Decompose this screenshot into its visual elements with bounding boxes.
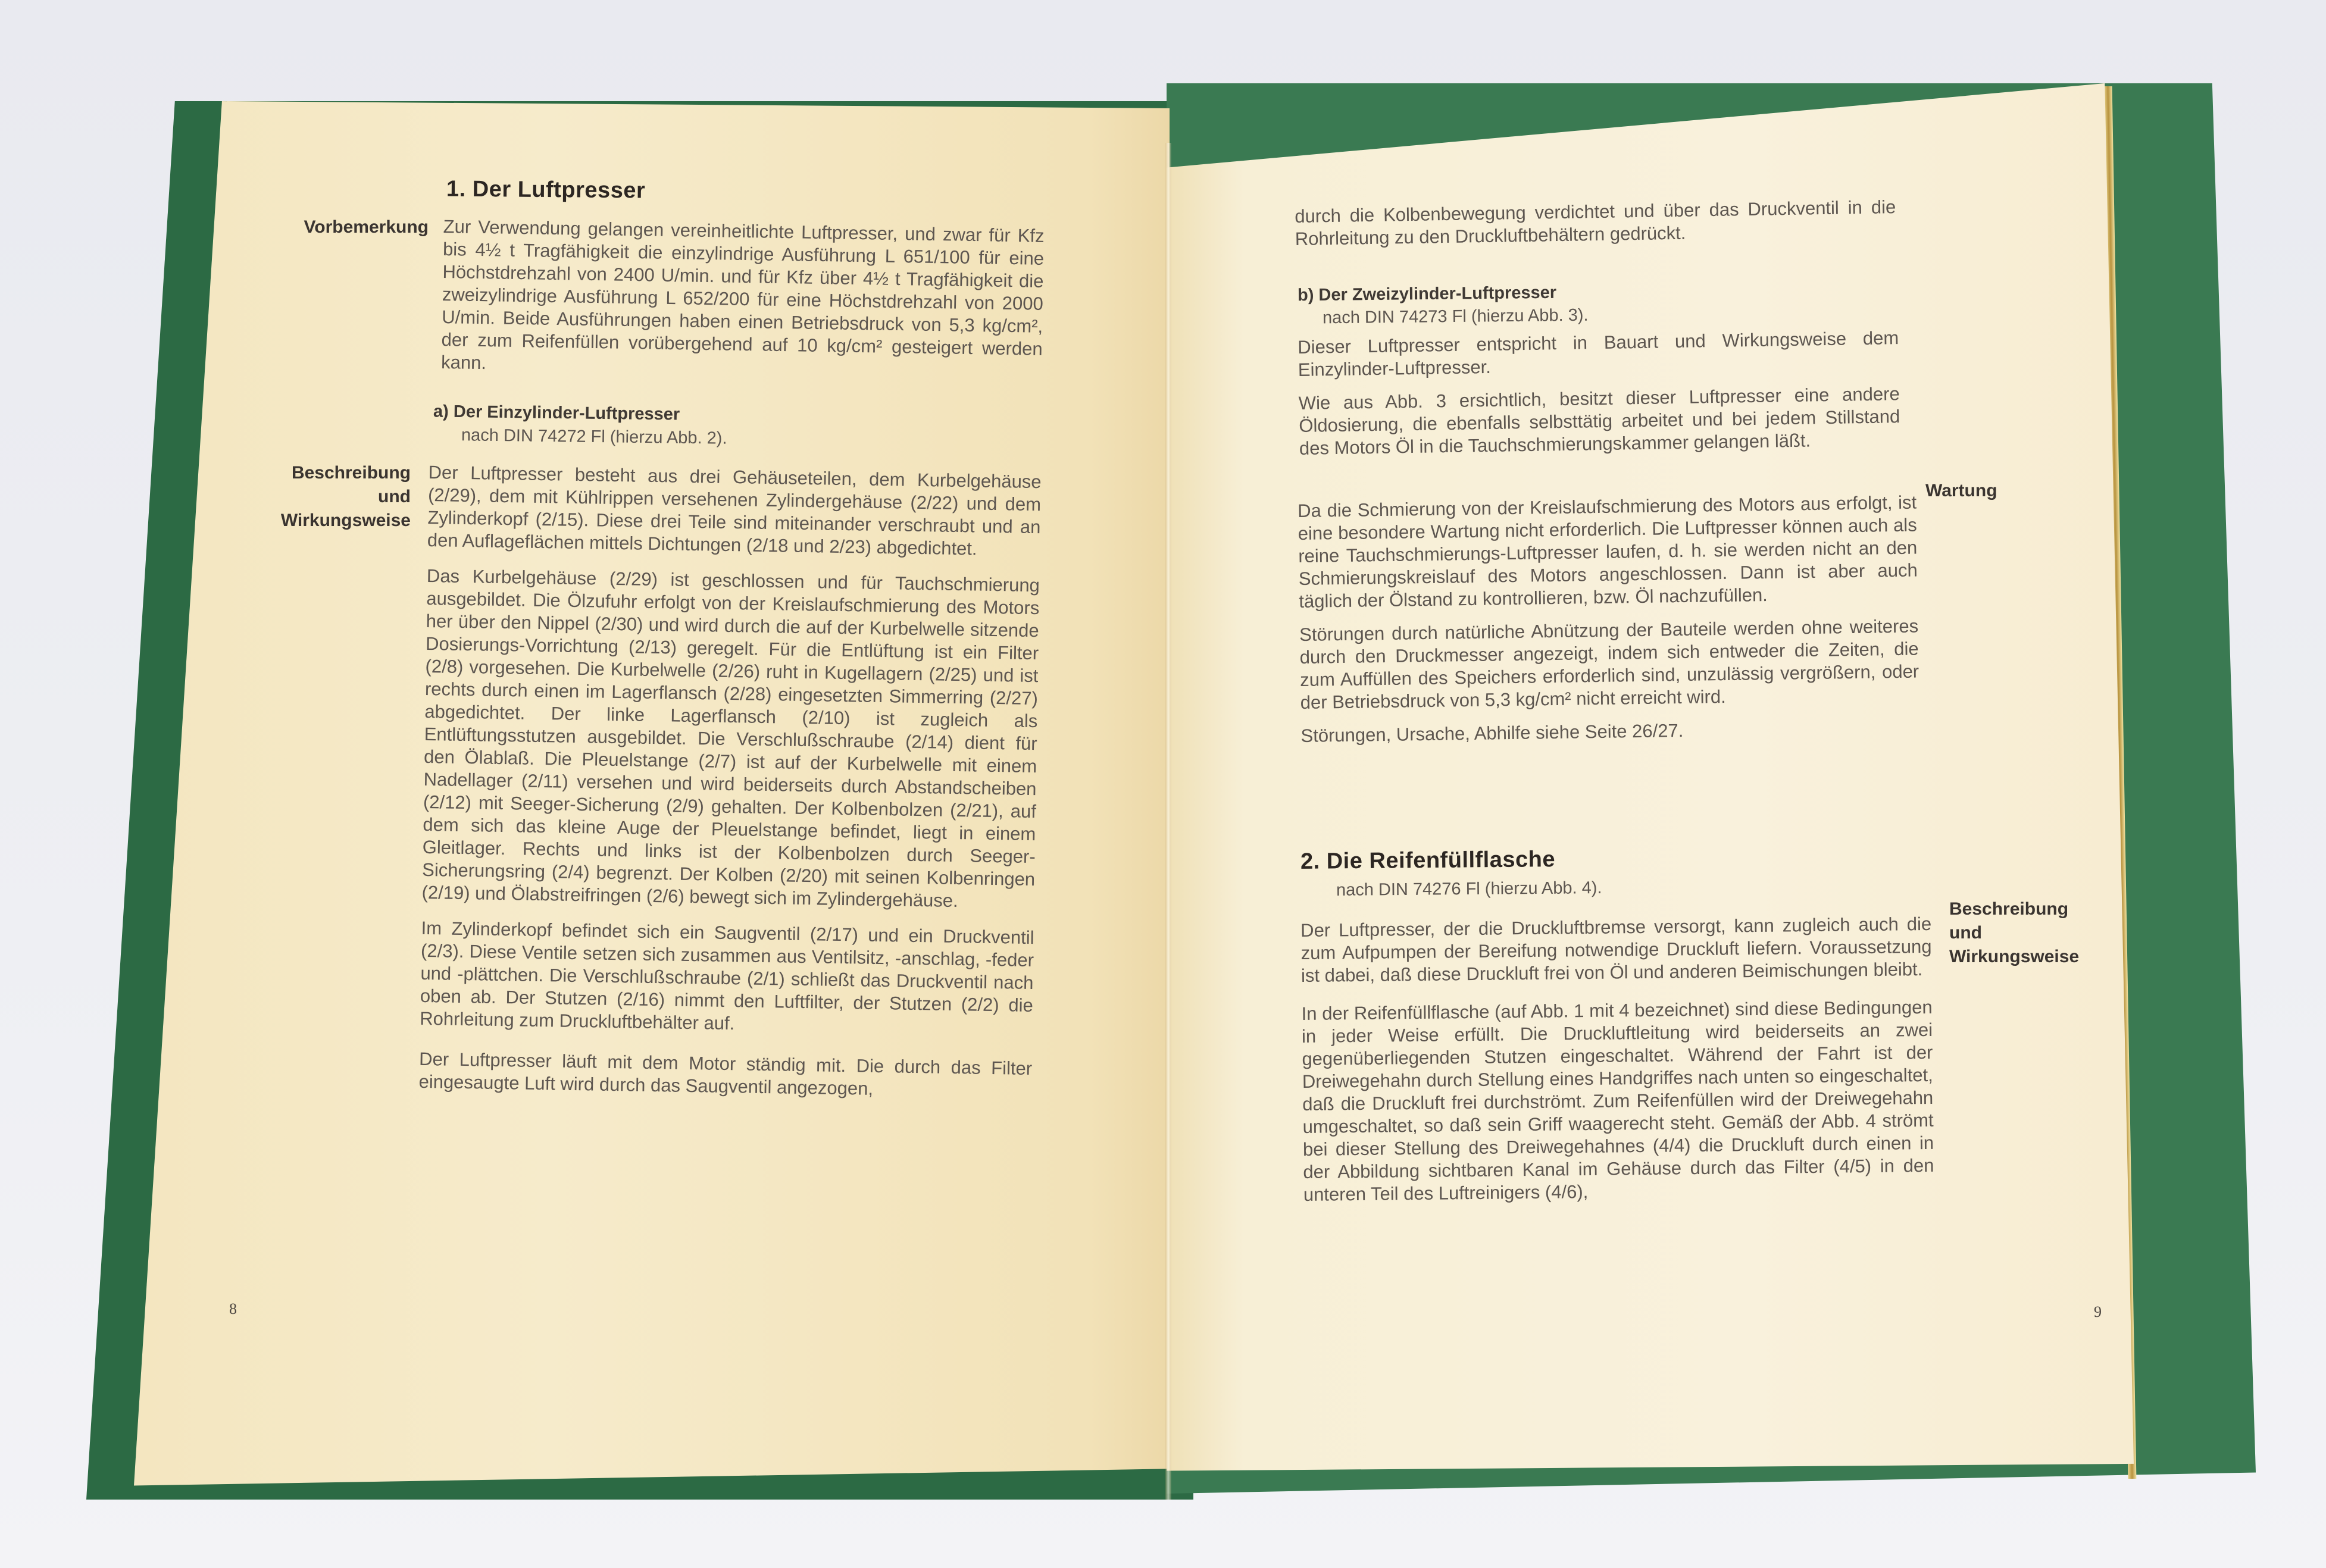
paragraph: Wie aus Abb. 3 ersichtlich, besitzt dieser Luftpresser eine andere Öldosierung, die ebenfalls selbsttätig arbeitet und bei jedem Stillstand des Motors Öl in die Tauchschmierungskammer gelangen läßt. (1298, 383, 1900, 459)
margin-line: Wirkungsweise (280, 511, 411, 530)
paragraph: Der Luftpresser, der die Druckluftbremse versorgt, kann zugleich auch die zum Aufpumpen der Bereifung notwendige Druckluft liefern. Voraussetzung ist dabei, daß diese Druckluft frei von Öl und anderen Beimischungen bleibt. (1300, 913, 1932, 986)
margin-line: und (378, 487, 411, 506)
spine-crease (1165, 143, 1171, 1500)
page-number-right: 9 (2094, 1303, 2102, 1320)
paragraph: Der Luftpresser läuft mit dem Motor ständig mit. Die durch das Filter eingesaugte Luft wird durch das Saugventil angezogen, (418, 1048, 1033, 1099)
body-text-wartung (1298, 491, 1920, 747)
continuation-paragraph: durch die Kolbenbewegung verdichtet und über das Druckventil in die Rohrleitung zu den Druckluftbehältern gedrückt. (1295, 196, 1896, 249)
paragraph: Dieser Luftpresser entspricht in Bauart und Wirkungsweise dem Einzylinder-Luftpresser. (1298, 327, 1899, 380)
margin-line: Wirkungsweise (1949, 947, 2080, 966)
paragraph: Störungen durch natürliche Abnützung der Bauteile werden ohne weiteres durch den Druckmesser angezeigt, indem sich entweder die Zeiten, die zum Auffüllen des Speichers erforderlich sind, unzulässig vergrößern, oder der Betriebsdruck von 5,3 kg/cm² nicht erreicht wird. (1299, 615, 1919, 713)
vorbemerkung-paragraph: Zur Verwendung gelangen vereinheitlichte Luftpresser, und zwar für Kfz bis 4½ t Tragfähigkeit die einzylindrige Ausführung L 651/100 für eine Höchstdrehzahl von 2400 U/min. und für Kfz über 4½ t Tragfähigkeit die zweizylindrige Ausführung L 652/200 für eine Höchstdrehzahl von 2000 U/min. Beide Ausführungen haben einen Betriebsdruck von 5,3 kg/cm², der zum Reifenfüllen vorübergehend auf 10 kg/cm² gesteigert werden kann. (440, 215, 1045, 374)
body-text-section2 (1300, 913, 1934, 1206)
body-text-b (1298, 327, 1900, 460)
paragraph: Das Kurbelgehäuse (2/29) ist geschlossen und für Tauchschmierung ausgebildet. Die Ölzufuhr erfolgt von der Kreislaufschmierung des Motors her über den Nippel (2/30) und wird durch die auf der Kurbelwelle sitzende Dosierungs-Vorrichtung (2/13) geregelt. Für die Entlüftung ist ein Filter (2/8) vorgesehen. Die Kurbelwelle (2/26) ruht in Kugellagern (2/25) und ist rechts durch einen im Lagerflansch (2/28) eingesetzten Simmerring (2/27) abgedichtet. Der linke Lagerflansch (2/10) ist zugleich als Entlüftungsstutzen ausgebildet. Die Verschlußschraube (2/14) dient für den Ölablaß. Die Pleuelstange (2/7) ist auf der Kurbelwelle mit einem Nadellager (2/11) versehen und wird beiderseits durch Abstandscheiben (2/12) mit Seeger-Sicherung (2/9) gehalten. Der Kolbenbolzen (2/21), auf dem sich das kleine Auge der Pleuelstange befindet, liegt in einem Gleitlager. Rechts und links ist der Kolbenbolzen durch Seeger-Sicherungsring (2/4) begrenzt. Der Kolben (2/20) mit seinen Kolbenringen (2/19) und Ölabstreifringen (2/6) bewegt sich im Zylindergehäuse. (421, 565, 1040, 912)
margin-line: Beschreibung (291, 463, 411, 483)
paragraph: Der Luftpresser besteht aus drei Gehäuseteilen, dem Kurbelgehäuse (2/29), dem mit Kühlrippen versehenen Zylindergehäuse (2/22) und dem Zylinderkopf (2/15). Diese drei Teile sind miteinander verschraubt und an den Auflageflächen mittels Dichtungen (2/18 und 2/23) abgedichtet. (427, 461, 1042, 559)
margin-label-wartung: Wartung (1925, 481, 1997, 500)
subsection-b-din: nach DIN 74273 Fl (hierzu Abb. 3). (1322, 305, 1589, 328)
subsection-a-title: a) Der Einzylinder-Luftpresser (433, 402, 680, 424)
body-text-left (418, 461, 1042, 1103)
section-title-luftpresser: 1. Der Luftpresser (446, 176, 646, 204)
paragraph: Im Zylinderkopf befindet sich ein Saugventil (2/17) und ein Druckventil (2/3). Diese Ventile setzen sich zusammen aus Ventilsitz, -anschlag, -feder und -plättchen. Die Verschlußschraube (2/1) schließt das Druckventil nach oben ab. Der Stutzen (2/16) nimmt den Luftfilter, der Stutzen (2/2) die Rohrleitung zum Druckluftbehälter auf. (420, 917, 1034, 1034)
margin-label-beschreibung-right (1949, 897, 2079, 969)
margin-label-vorbemerkung: Vorbemerkung (304, 217, 429, 237)
subsection-b-title: b) Der Zweizylinder-Luftpresser (1297, 283, 1557, 305)
page-number-left: 8 (229, 1300, 237, 1317)
margin-line: und (1949, 923, 1982, 943)
paragraph: In der Reifenfüllflasche (auf Abb. 1 mit 4 bezeichnet) sind diese Bedingungen in jeder Weise erfüllt. Die Druckluftleitung wird beiderseits an zwei gegenüberliegenden Stutzen eingeschaltet. Während der Fahrt ist der Dreiwegehahn durch Stellung eines Handgriffes nach unten so eingeschaltet, daß die Druckluft frei durchströmt. Zum Reifenfüllen wird der Dreiwegehahn umgeschaltet, so daß sein Griff waagerecht steht. Gemäß der Abb. 4 strömt bei dieser Stellung des Dreiwegehahnes (4/4) die Druckluft durch einen in der Abbildung sichtbaren Kanal im Gehäuse durch das Filter (4/5) in den unteren Teil des Luftreinigers (4/6), (1301, 996, 1934, 1205)
margin-line: Beschreibung (1949, 899, 2069, 919)
section2-din: nach DIN 74276 Fl (hierzu Abb. 4). (1336, 878, 1602, 900)
subsection-a-din: nach DIN 74272 Fl (hierzu Abb. 2). (461, 425, 727, 448)
paragraph: Da die Schmierung von der Kreislaufschmierung des Motors aus erfolgt, ist eine besondere Wartung nicht erforderlich. Die Luftpresser können auch als reine Tauchschmierungs-Luftpresser laufen, d. h. sie werden nicht an den Schmierungskreislauf des Motors angeschlossen. Dann ist aber auch täglich der Ölstand zu kontrollieren, bzw. Öl nachzufüllen. (1298, 492, 1918, 612)
section-title-reifenfuellflasche: 2. Die Reifenfüllflasche (1300, 847, 1556, 874)
margin-label-beschreibung-left (250, 461, 411, 533)
paragraph: Störungen, Ursache, Abhilfe siehe Seite 26/27. (1300, 719, 1684, 746)
